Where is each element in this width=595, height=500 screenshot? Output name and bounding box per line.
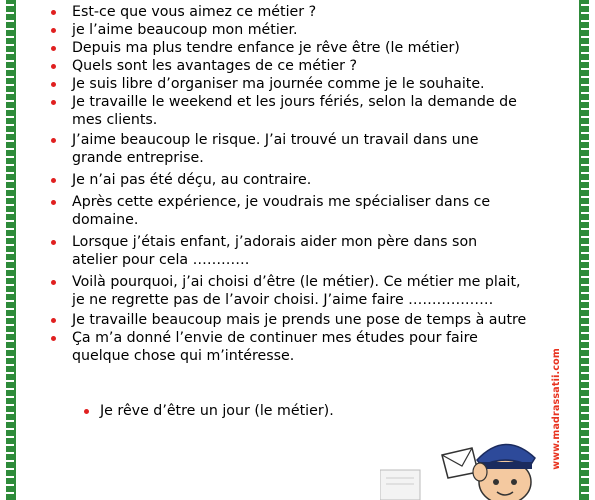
list-item: Ça m’a donné l’envie de continuer mes études pour faire quelque chose qui m’intéresse. (48, 329, 522, 365)
sub-list-item: Je rêve d’être un jour (le métier). (84, 402, 524, 420)
decorative-border-left (6, 0, 16, 500)
list-item: je l’aime beaucoup mon métier. (48, 21, 548, 39)
sub-list (84, 402, 524, 420)
list-item: Je n’ai pas été déçu, au contraire. (48, 171, 548, 189)
list-item: J’aime beaucoup le risque. J’ai trouvé un travail dans une grande entreprise. (48, 131, 522, 167)
list-item: Est-ce que vous aimez ce métier ? (48, 3, 548, 21)
list-item: Je suis libre d’organiser ma journée comme je le souhaite. (48, 75, 548, 93)
list-item: Depuis ma plus tendre enfance je rêve être (le métier) (48, 39, 548, 57)
list-item: Je travaille beaucoup mais je prends une pose de temps à autre (48, 311, 548, 329)
sentence-list (48, 3, 548, 365)
list-item: Quels sont les avantages de ce métier ? (48, 57, 548, 75)
mailman-character-icon (473, 444, 535, 500)
list-item: Après cette expérience, je voudrais me spécialiser dans ce domaine. (48, 193, 502, 229)
list-item: Voilà pourquoi, j’ai choisi d’être (le métier). Ce métier me plait, je ne regrette pas de l’avoir choisi. J’aime faire ……………… (48, 273, 532, 309)
list-item: Je travaille le weekend et les jours fériés, selon la demande de mes clients. (48, 93, 524, 129)
site-watermark: www.madrassatii.com (551, 348, 562, 470)
mascot-illustration (380, 420, 550, 500)
decorative-border-right (579, 0, 589, 500)
list-item: Lorsque j’étais enfant, j’adorais aider mon père dans son atelier pour cela ………… (48, 233, 522, 269)
papers-stack-icon (380, 470, 420, 500)
